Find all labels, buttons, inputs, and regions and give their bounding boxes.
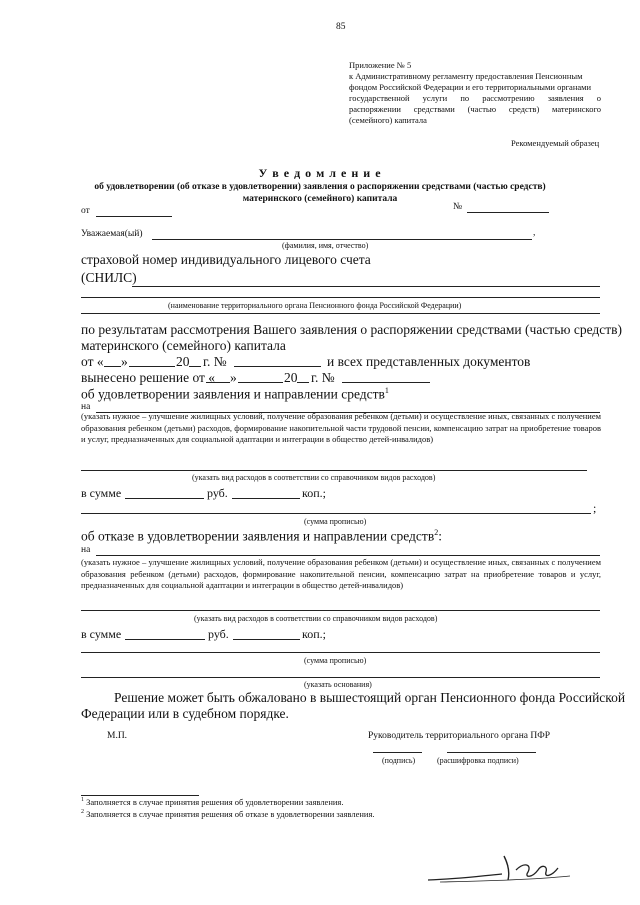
approval-expense-caption: (указать вид расходов в соответствии со справочником видов расходов)	[192, 473, 436, 482]
fio-caption: (фамилия, имя, отчество)	[282, 241, 369, 250]
decision-date-label: вынесено решение от «	[81, 370, 216, 385]
application-month-field[interactable]	[129, 366, 175, 367]
approval-rub-field[interactable]	[125, 498, 204, 499]
decision-year-prefix: 20	[284, 370, 298, 385]
refusal-expense-caption: (указать вид расходов в соответствии со справочником видов расходов)	[194, 614, 438, 623]
dear-comma: ,	[533, 228, 536, 238]
application-number-field[interactable]	[234, 366, 321, 367]
approval-rub-label: руб.	[207, 486, 228, 500]
decision-number-label: г. №	[311, 370, 335, 385]
dear-label: Уважаемая(ый)	[81, 229, 143, 239]
fio-field[interactable]	[152, 239, 532, 240]
appendix-line: распоряжении средствами (частью средств) материнского	[349, 104, 601, 114]
approval-expense-field[interactable]	[81, 470, 587, 471]
footnote-2: $^2$ Заполняется в случае принятия решения об отказе в удовлетворении заявления.	[81, 809, 375, 819]
recommended-sample: Рекомендуемый образец	[511, 138, 600, 148]
appendix-title: Приложение № 5	[349, 60, 412, 70]
approval-hint: (указать нужное – улучшение жилищных условий, получение образования ребенком (детьми) и осуществление иных, связанных с получением образования ребенком (детьми) расходов, формирование накопительной части трудовой пенсии, компенсацию затрат на приобретение товаров и услуг, предназначенных для социальной адаптации и интеграции в общество детей-инвалидов)	[81, 411, 601, 444]
org-name-field-2[interactable]	[81, 313, 600, 314]
appendix-line: государственной услуги по рассмотрению заявления о	[349, 93, 601, 103]
decision-day-field[interactable]	[206, 382, 230, 383]
notice-subtitle: материнского (семейного) капитала	[242, 194, 398, 204]
from-label: от	[81, 206, 90, 216]
number-label: №	[453, 202, 463, 212]
appeal-line: Решение может быть обжаловано в вышестоящий орган Пенсионного фонда Российской	[114, 690, 626, 705]
appendix-line: к Административному регламенту предоставления Пенсионным	[349, 71, 583, 81]
org-caption: (наименование территориального органа Пенсионного фонда Российской Федерации)	[168, 301, 462, 310]
refusal-na-label: на	[81, 545, 91, 555]
body-line: по результатам рассмотрения Вашего заявления о распоряжении средствами (частью средств)	[81, 322, 623, 337]
approval-heading: об удовлетворении заявления и направлении средств$^1$	[81, 386, 389, 402]
refusal-purpose-field[interactable]	[96, 555, 600, 556]
decision-month-field[interactable]	[238, 382, 283, 383]
refusal-words-field[interactable]	[81, 652, 600, 653]
refusal-rub-label: руб.	[208, 627, 229, 641]
body-line: материнского (семейного) капитала	[81, 338, 286, 353]
from-date-field[interactable]	[96, 216, 172, 217]
application-date-close-quote: »	[121, 354, 128, 369]
approval-sum-label: в сумме	[81, 486, 122, 500]
signature-decode-field[interactable]	[447, 752, 536, 753]
snils-field[interactable]	[132, 286, 600, 287]
decision-number-field[interactable]	[342, 382, 430, 383]
approval-kop-field[interactable]	[232, 498, 300, 499]
approval-words-caption: (сумма прописью)	[304, 517, 367, 526]
approval-words-field[interactable]	[81, 513, 591, 514]
refusal-hint: (указать нужное – улучшение жилищных условий, получение образования ребенком (детьми) и осуществление иных, связанных с получением образования ребенком (детьми) расходов, формирование накопительной пенсии, компенсацию затрат на приобретение товаров и услуг, предназначенных для социальной адаптации и интеграции в общество детей-инвалидов)	[81, 557, 601, 590]
appendix-line: фондом Российской Федерации и его территориальными органами	[349, 82, 592, 92]
decision-year-field[interactable]	[297, 382, 309, 383]
snils-abbr: (СНИЛС)	[81, 270, 137, 285]
refusal-sum-label: в сумме	[81, 627, 122, 641]
approval-na-label: на	[81, 402, 91, 412]
head-title: Руководитель территориального органа ПФР	[368, 731, 551, 741]
refusal-words-caption: (сумма прописью)	[304, 656, 367, 665]
page-number: 85	[336, 22, 346, 32]
footnote-1: $^1$ Заполняется в случае принятия решения об удовлетворении заявления.	[81, 797, 344, 807]
application-year-prefix: 20	[176, 354, 190, 369]
number-field[interactable]	[467, 212, 549, 213]
approval-semicolon: ;	[593, 501, 597, 515]
application-date-open-quote: от «	[81, 354, 104, 369]
signature-field[interactable]	[373, 752, 422, 753]
refusal-kop-label: коп.;	[302, 627, 326, 641]
refusal-kop-field[interactable]	[233, 639, 300, 640]
application-year-field[interactable]	[189, 366, 201, 367]
all-documents-text: и всех представленных документов	[327, 354, 531, 369]
application-day-field[interactable]	[104, 366, 121, 367]
footnote-separator	[81, 795, 199, 796]
refusal-heading: об отказе в удовлетворении заявления и направлении средств$^2$:	[81, 528, 442, 544]
application-number-label: г. №	[203, 354, 227, 369]
refusal-reason-field[interactable]	[81, 677, 600, 678]
refusal-rub-field[interactable]	[125, 639, 205, 640]
approval-kop-label: коп.;	[302, 486, 326, 500]
decision-date-close-quote: »	[230, 370, 237, 385]
appeal-line: Федерации или в судебном порядке.	[81, 706, 289, 721]
stamp-label: М.П.	[107, 731, 128, 741]
notice-title: У в е д о м л е н и е	[258, 166, 382, 180]
signature-decode-caption: (расшифровка подписи)	[437, 756, 519, 765]
snils-label: страховой номер индивидуального лицевого счета	[81, 252, 371, 267]
org-name-field[interactable]	[81, 297, 600, 298]
refusal-expense-field[interactable]	[81, 610, 600, 611]
notice-subtitle: об удовлетворении (об отказе в удовлетворении) заявления о распоряжении средствами (частью средств)	[94, 182, 546, 192]
signature-caption: (подпись)	[382, 756, 416, 765]
appendix-line: (семейного) капитала	[349, 115, 427, 125]
handwritten-signature	[420, 846, 580, 891]
refusal-reason-caption: (указать основания)	[304, 680, 372, 689]
